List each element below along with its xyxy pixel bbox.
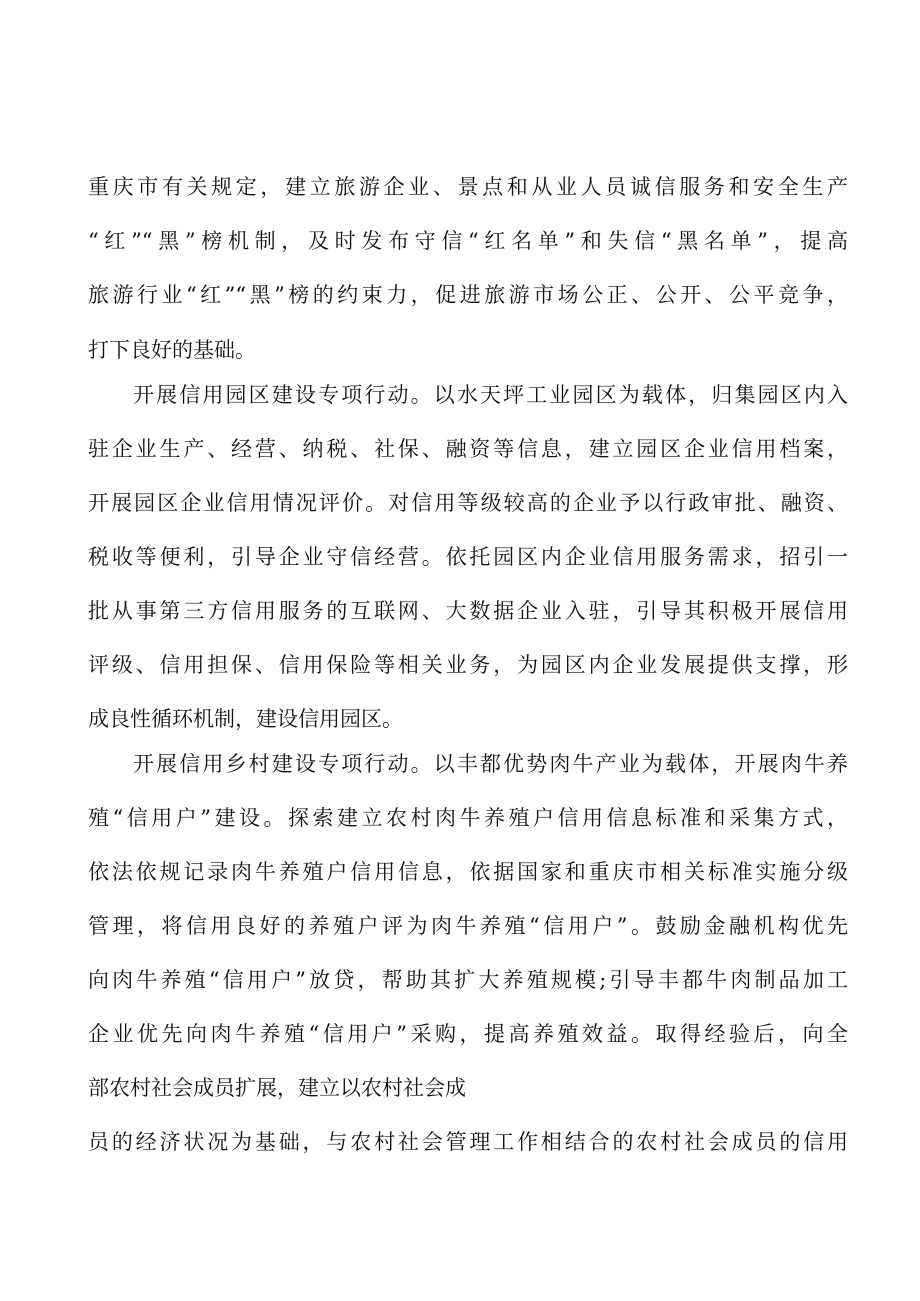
text-line: 管理，将信用良好的养殖户评为肉牛养殖“信用户”。鼓励金融机构优先	[88, 914, 848, 938]
text-line: 员的经济状况为基础，与农村社会管理工作相结合的农村社会成员的信用	[88, 1130, 848, 1154]
text-line: 企业优先向肉牛养殖“信用户”采购，提高养殖效益。取得经验后，向全	[88, 1022, 848, 1046]
text-line: 殖“信用户”建设。探索建立农村肉牛养殖户信用信息标准和采集方式，	[88, 806, 848, 830]
text-line: 税收等便利，引导企业守信经营。依托园区内企业信用服务需求，招引一	[88, 545, 848, 569]
text-line: 驻企业生产、经营、纳税、社保、融资等信息，建立园区企业信用档案，	[88, 437, 848, 461]
text-line: 依法依规记录肉牛养殖户信用信息，依据国家和重庆市相关标准实施分级	[88, 860, 848, 884]
text-line: 开展园区企业信用情况评价。对信用等级较高的企业予以行政审批、融资、	[88, 491, 848, 515]
paragraph-start-line: 开展信用乡村建设专项行动。以丰都优势肉牛产业为载体，开展肉牛养	[133, 752, 848, 776]
text-line: 批从事第三方信用服务的互联网、大数据企业入驻，引导其积极开展信用	[88, 599, 848, 623]
text-line: 部农村社会成员扩展，建立以农村社会成	[88, 1076, 466, 1100]
text-line: “红”“黑”榜机制，及时发布守信“红名单”和失信“黑名单”，提高	[88, 229, 848, 253]
paragraph-start-line: 开展信用园区建设专项行动。以水天坪工业园区为载体，归集园区内入	[133, 383, 848, 407]
text-line: 重庆市有关规定，建立旅游企业、景点和从业人员诚信服务和安全生产	[88, 175, 848, 199]
text-line: 旅游行业“红”“黑”榜的约束力，促进旅游市场公正、公开、公平竞争，	[88, 283, 848, 307]
text-line: 评级、信用担保、信用保险等相关业务，为园区内企业发展提供支撑，形	[88, 653, 848, 677]
text-line: 向肉牛养殖“信用户”放贷，帮助其扩大养殖规模;引导丰都牛肉制品加工	[88, 968, 848, 992]
text-line: 成良性循环机制，建设信用园区。	[88, 707, 403, 731]
text-line: 打下良好的基础。	[88, 338, 256, 362]
